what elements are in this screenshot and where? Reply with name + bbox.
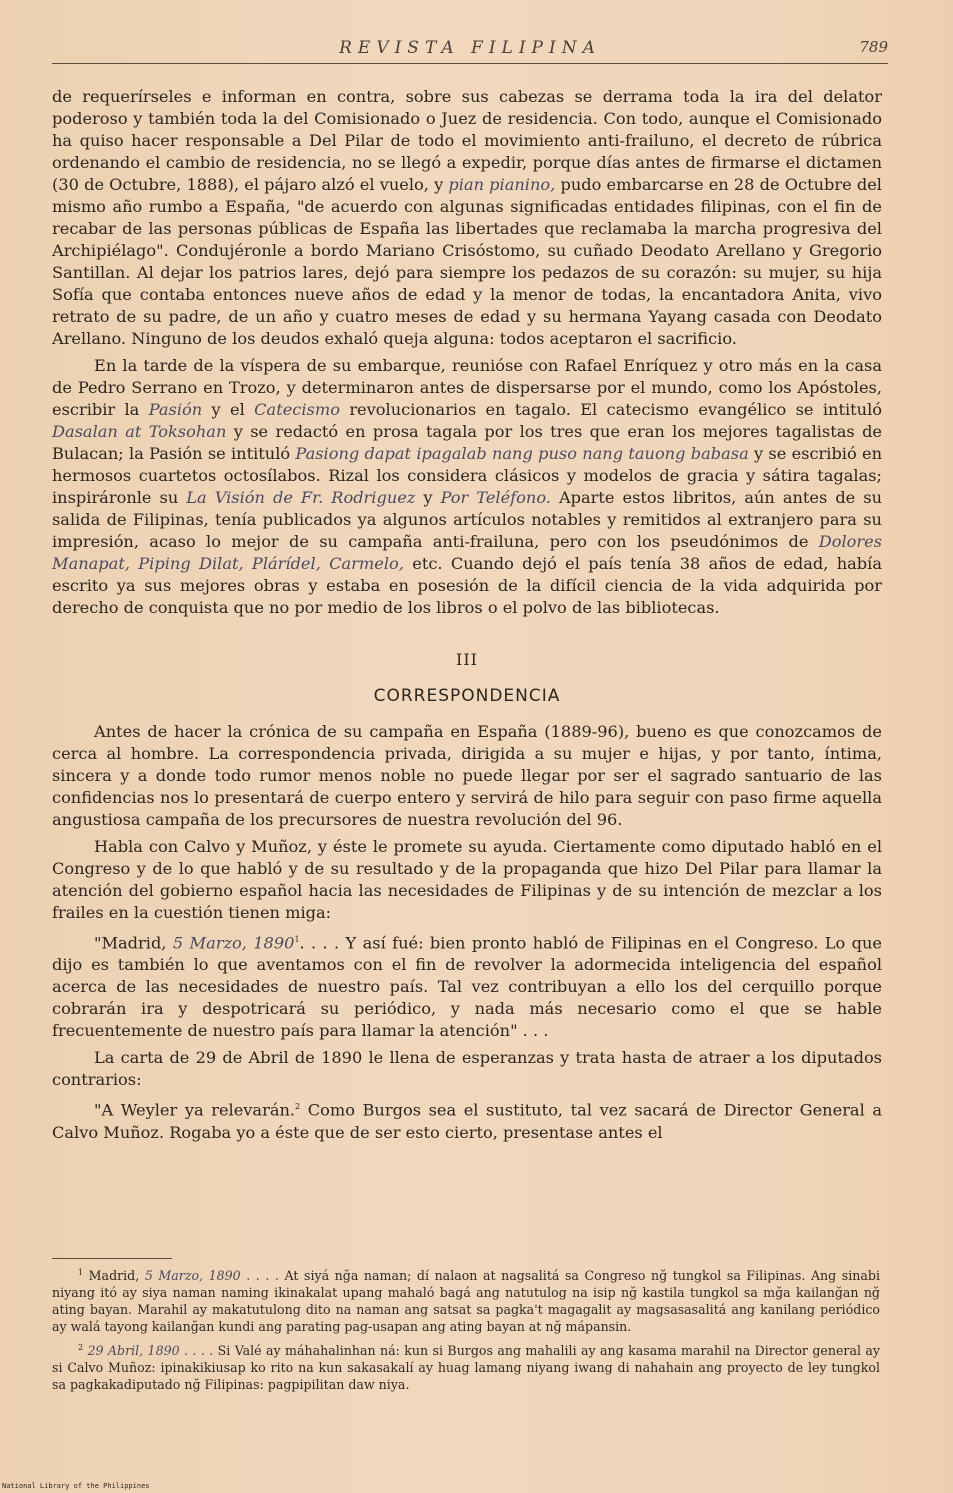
text-run: pudo embarcarse en 28 de Octubre del mismo año rumbo a España, "de acuerdo con algunas significadas entidades filipinas, con el fin de recabar de las personas públicas de España las libertades que reclamaba la marcha progresiva del Archipiélago". Condujéronle a bordo Mariano Crisóstomo, su cuñado Deodato Arellano y Gregorio Santillan. Al dejar los patrios lares, dejó para siempre los pedazos de su corazón: su mujer, su hija Sofía que contaba entonces nueve años de edad y la menor de todas, la encantadora Anita, vivo retrato de su padre, de un año y cuatro meses de edad y su hermana Yayang casada con Deodato Arellano. Ninguno de los deudos exhaló queja alguna: todos aceptaron el sacrificio. [52, 175, 882, 348]
text-run: y se escribió en hermosos cuartetos octosílabos. Rizal los considera clásicos y modelos de gracia y sátira tagalas; inspiráronle su [52, 444, 882, 507]
text-run: y se redactó en prosa tagala por los tres que eran los mejores tagalistas de Bulacan; la Pasión se intituló [52, 422, 883, 463]
text-run: En la tarde de la víspera de su embarque, reunióse con Rafael Enríquez y otro más en la casa de Pedro Serrano en Trozo, y determinaron antes de dispersarse por el mundo, como los Apóstoles, escribir la [52, 356, 882, 419]
italic-run: Pasión [148, 400, 203, 419]
paragraph-2 [52, 355, 882, 619]
paragraph-6: La carta de 29 de Abril de 1890 le llena de esperanzas y trata hasta de atraer a los diputados contrarios: [52, 1048, 882, 1090]
text-run: y el [202, 400, 255, 419]
italic-run: 5 Marzo, 1890 [172, 933, 295, 953]
paragraph-3: Antes de hacer la crónica de su campaña en España (1889-96), bueno es que conozcamos de cerca al hombre. La correspondencia privada, dirigida a su mujer e hijas, y por tanto, íntima, sincera y a donde todo rumor menos noble no puede llegar por ser el sagrado santuario de las confidencias nos lo presentará de cuerpo entero y servirá de hilo para seguir con paso firme aquella angustiosa campaña de los precursores de nuestra revolución del 96. [52, 722, 882, 829]
text-run: etc. Cuando dejó el país tenía 38 años de edad, había escrito ya sus mejores obras y estaba en posesión de la difícil ciencia de la vida adquirida por derecho de conquista que no por medio de los libros o el polvo de las bibliotecas. [52, 554, 882, 617]
footnote-marker[interactable]: 1 [294, 935, 300, 944]
text-run: Madrid, [83, 1268, 145, 1284]
text-run: Si Valé ay máhahalinhan ná: kun si Burgos ang mahalili ay ang kasama marahil na Director general ay si Calvo Muñoz: ipinakikiusap ko rito na kun sakasakalí ay huag lamang niyang iwang di nahahain ang proyecto de ley tungkol sa pagkakadiputado nğ Filipinas: pagpipilitan daw niya. [52, 1343, 880, 1393]
italic-run: La Visión de Fr. Rodriguez [186, 488, 416, 507]
footnote-marker: 2 [78, 1343, 84, 1353]
letter-quote-1 [52, 929, 882, 1042]
paragraph-1 [52, 86, 882, 350]
italic-run: Pasiong dapat ipagalab nang puso nang tauong babasa [295, 444, 749, 463]
text-run: Como Burgos sea el sustituto, tal vez sacará de Director General a Calvo Muñoz. Rogaba yo a éste que de ser esto cierto, presentase antes el [52, 1100, 882, 1142]
italic-run: 5 Marzo, 1890 . . . . [144, 1268, 279, 1284]
italic-run: 29 Abril, 1890 . . . . [83, 1343, 214, 1359]
text-run: At siyá nğa naman; dí nalaon at nagsalitá sa Congreso nğ tungkol sa Filipinas. Ang sinabi niyang itó ay siya naman naming ikinakalat upang mahaló bagá ang natutulog na isip nğ kastila tungkol sa mğa kailanğan nğ ating bayan. Marahil ay makatutulong dito na naman ang satsat sa pagka't magagalit ay magsasasalitá ang kanilang periódico ay walá tayong kailanğan kundi ang parating pag-usapan ang ating bayan at nğ mápansin. [52, 1268, 880, 1335]
section-number: III [456, 650, 478, 669]
footnote-2 [52, 1339, 880, 1393]
header-rule [52, 63, 888, 64]
page-number: 789 [859, 38, 888, 56]
italic-run: Dolores Manapat, Piping Dilat, Plárídel, Carmelo, [52, 532, 882, 573]
text-run: . . . . Y así fué: bien pronto habló de Filipinas en el Congreso. Lo que dijo es también lo que aventamos con el fin de revolver la adormecida inteligencia del español acerca de las necesidades de nuestro país. Tal vez contribuyan a ello los del cerquillo porque cobrarán ira y despotricará su periódico, y nada más necesario como el que se hable frecuentemente de nuestro país para llamar la atención" . . . [52, 933, 883, 1041]
footnote-marker: 1 [78, 1268, 84, 1277]
section-title: CORRESPONDENCIA [373, 686, 561, 706]
footnote-rule [52, 1258, 172, 1259]
italic-run: Catecismo [254, 400, 340, 419]
running-header [52, 38, 888, 62]
body-text [52, 86, 882, 1149]
text-run: Aparte estos libritos, aún antes de su salida de Filipinas, tenía publicados ya algunos artículos notables y remitidos al extranjero para su impresión, acaso lo mejor de su campaña anti-frailuna, pero con los pseudónimos de [52, 488, 883, 551]
paragraph-4: Habla con Calvo y Muñoz, y éste le promete su ayuda. Ciertamente como diputado habló en el Congreso y de lo que habló y de su resultado y de la propaganda que hizo Del Pilar para llamar la atención del gobierno español hacia las necesidades de Filipinas y de su intención de mezclar a los frailes en la cuestión tienen miga: [52, 837, 882, 922]
footnote-marker[interactable]: 2 [295, 1102, 301, 1112]
library-credit: National Library of the Philippines [2, 1482, 150, 1490]
text-run: y [415, 488, 441, 507]
text-run: "A Weyler ya relevarán. [94, 1100, 296, 1120]
text-run: de requerírseles e informan en contra, sobre sus cabezas se derrama toda la ira del delator poderoso y también toda la del Comisionado o Juez de residencia. Con todo, aunque el Comisionado ha quiso hacer responsable a Del Pilar de todo el movimiento anti-frailuno, el decreto de rúbrica ordenando el cambio de residencia, no se llegó a expedir, porque días antes de firmarse el dictamen (30 de Octubre, 1888), el pájaro alzó el vuelo, y [52, 87, 882, 194]
footnote-1 [52, 1264, 880, 1335]
text-run: "Madrid, [94, 933, 173, 953]
letter-quote-2 [52, 1096, 882, 1143]
italic-run: pian pianino, [448, 175, 556, 194]
footnotes [52, 1264, 880, 1397]
italic-run: Dasalan at Toksohan [52, 422, 227, 441]
italic-run: Por Teléfono. [440, 488, 551, 507]
running-title: REVISTA FILIPINA [339, 38, 601, 58]
text-run: revolucionarios en tagalo. El catecismo evangélico se intituló [339, 400, 883, 419]
